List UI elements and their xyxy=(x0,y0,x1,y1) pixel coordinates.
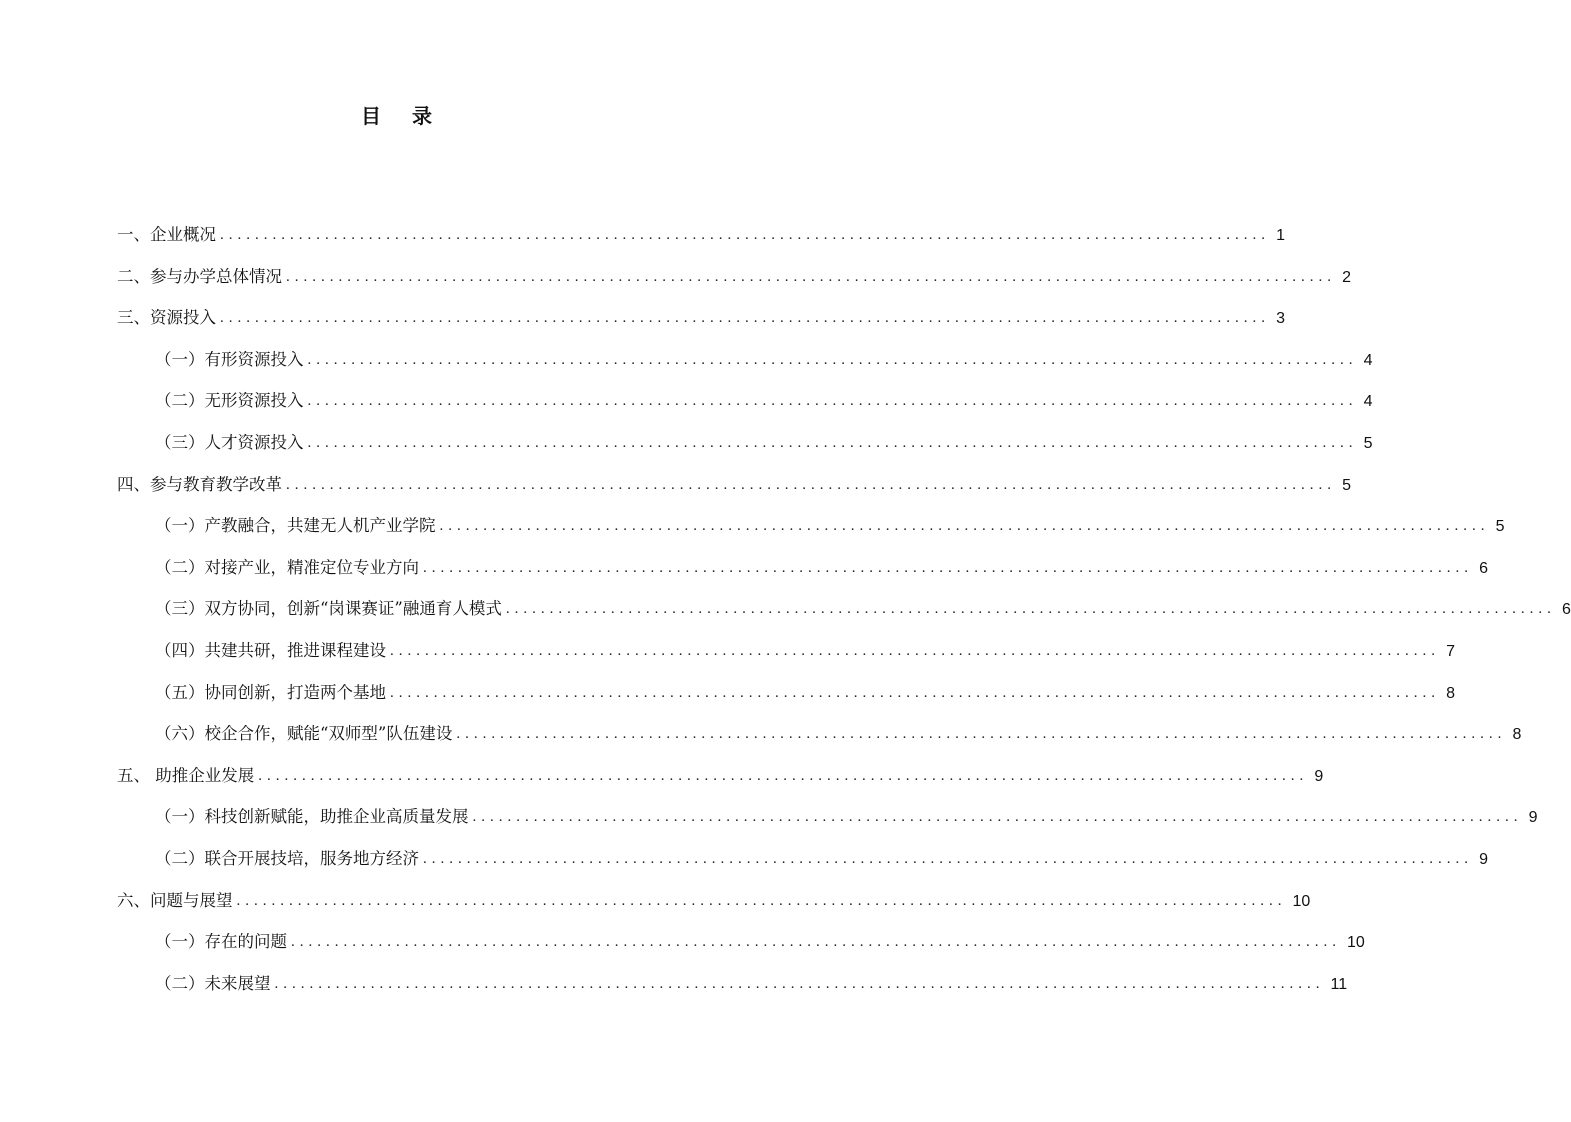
toc-entry[interactable] xyxy=(117,595,1571,637)
toc-entry[interactable] xyxy=(117,679,1455,721)
toc-entry-title: （一）存在的问题 xyxy=(155,932,287,952)
toc-page-number: 10 xyxy=(1292,892,1311,910)
toc-entry[interactable] xyxy=(117,803,1538,845)
toc-dot-leader: ........................................................................................................................ xyxy=(472,809,1523,826)
toc-dot-leader: ........................................................................................................................ xyxy=(258,767,1309,784)
toc-page-number: 3 xyxy=(1276,310,1285,328)
toc-page-number: 9 xyxy=(1479,850,1488,868)
toc-entry[interactable] xyxy=(117,887,1311,929)
toc-entry-title: （二）未来展望 xyxy=(155,973,271,993)
toc-entry-title: （二）无形资源投入 xyxy=(155,391,304,411)
toc-dot-leader: ........................................................................................................................ xyxy=(423,850,1473,867)
toc-entry[interactable] xyxy=(117,304,1285,346)
toc-entry[interactable] xyxy=(117,387,1373,429)
toc-entry[interactable] xyxy=(117,471,1351,513)
toc-entry[interactable] xyxy=(117,762,1324,804)
toc-dot-leader: ........................................................................................................................ xyxy=(505,601,1556,618)
toc-entry[interactable] xyxy=(117,720,1522,762)
toc-entry[interactable] xyxy=(117,554,1488,596)
toc-entry[interactable] xyxy=(117,637,1455,679)
toc-dot-leader: ........................................................................................................................ xyxy=(439,518,1490,535)
toc-page-number: 1 xyxy=(1276,227,1285,244)
toc-entry-title: （三）双方协同，创新“岗课赛证”融通育人模式 xyxy=(155,599,502,619)
toc-dot-leader: ........................................................................................................................ xyxy=(286,268,1336,285)
toc-dot-leader: ........................................................................................................................ xyxy=(456,726,1507,743)
toc-entry[interactable] xyxy=(117,512,1505,554)
toc-entry-title: （四）共建共研，推进课程建设 xyxy=(155,640,386,660)
toc-entry-title: 六、问题与展望 xyxy=(117,890,233,910)
toc-entry-title: （二）联合开展技培，服务地方经济 xyxy=(155,848,419,868)
toc-entry[interactable] xyxy=(117,970,1348,1012)
toc-dot-leader: ........................................................................................................................ xyxy=(307,434,1358,451)
toc-dot-leader: ........................................................................................................................ xyxy=(220,310,1270,327)
toc-page-number: 10 xyxy=(1347,934,1365,952)
toc-dot-leader: ........................................................................................................................ xyxy=(307,393,1358,410)
toc-entry-title: 四、参与教育教学改革 xyxy=(117,474,282,494)
toc-entry[interactable] xyxy=(117,263,1351,305)
toc-entry-title: （一）有形资源投入 xyxy=(155,349,304,369)
toc-dot-leader: ........................................................................................................................ xyxy=(390,642,1440,659)
toc-entry-title: 五、 助推企业发展 xyxy=(117,765,255,785)
toc-entry-title: 二、参与办学总体情况 xyxy=(117,266,282,286)
toc-page-number: 7 xyxy=(1446,642,1455,660)
toc-dot-leader: ........................................................................................................................ xyxy=(390,684,1440,701)
toc-entry-title: （二）对接产业，精准定位专业方向 xyxy=(155,557,419,577)
toc-entry-title: （五）协同创新，打造两个基地 xyxy=(155,682,386,702)
toc-dot-leader: ........................................................................................................................ xyxy=(236,892,1287,909)
toc-page-number: 8 xyxy=(1446,684,1455,702)
toc-page-number: 2 xyxy=(1342,268,1351,286)
toc-entry-title: 一、企业概况 xyxy=(117,225,216,244)
toc-page-number: 5 xyxy=(1495,518,1505,536)
toc-page-number: 4 xyxy=(1363,393,1373,411)
toc-entry[interactable] xyxy=(117,429,1373,471)
toc-entry[interactable] xyxy=(117,221,1285,263)
toc-page-number: 9 xyxy=(1314,767,1324,785)
toc-entry[interactable] xyxy=(117,928,1365,970)
toc-page-number: 4 xyxy=(1363,351,1373,369)
toc-dot-leader: ........................................................................................................................ xyxy=(220,227,1270,243)
toc-entry[interactable] xyxy=(117,845,1488,887)
toc-page-number: 8 xyxy=(1512,726,1522,744)
toc-page-number: 6 xyxy=(1561,601,1571,619)
toc-dot-leader: ........................................................................................................................ xyxy=(286,476,1336,493)
toc-title: 目 录 xyxy=(361,104,444,128)
toc-dot-leader: ........................................................................................................................ xyxy=(291,934,1341,951)
toc-entry-title: （一）产教融合，共建无人机产业学院 xyxy=(155,516,436,536)
toc-entry-title: （一）科技创新赋能，助推企业高质量发展 xyxy=(155,807,469,827)
toc-dot-leader: ........................................................................................................................ xyxy=(423,559,1473,576)
toc-page-number: 5 xyxy=(1363,434,1373,452)
toc-dot-leader: ........................................................................................................................ xyxy=(307,351,1358,368)
toc-dot-leader: ........................................................................................................................ xyxy=(274,975,1325,992)
toc-page-number: 11 xyxy=(1330,975,1348,993)
toc-entry-title: （六）校企合作，赋能“双师型”队伍建设 xyxy=(155,724,453,744)
toc-page-number: 6 xyxy=(1479,559,1488,577)
toc-entry[interactable] xyxy=(117,346,1373,388)
table-of-contents xyxy=(117,221,1571,1011)
toc-page-number: 9 xyxy=(1528,809,1538,827)
toc-entry-title: （三）人才资源投入 xyxy=(155,432,304,452)
toc-page-number: 5 xyxy=(1342,476,1351,494)
toc-entry-title: 三、资源投入 xyxy=(117,308,216,328)
